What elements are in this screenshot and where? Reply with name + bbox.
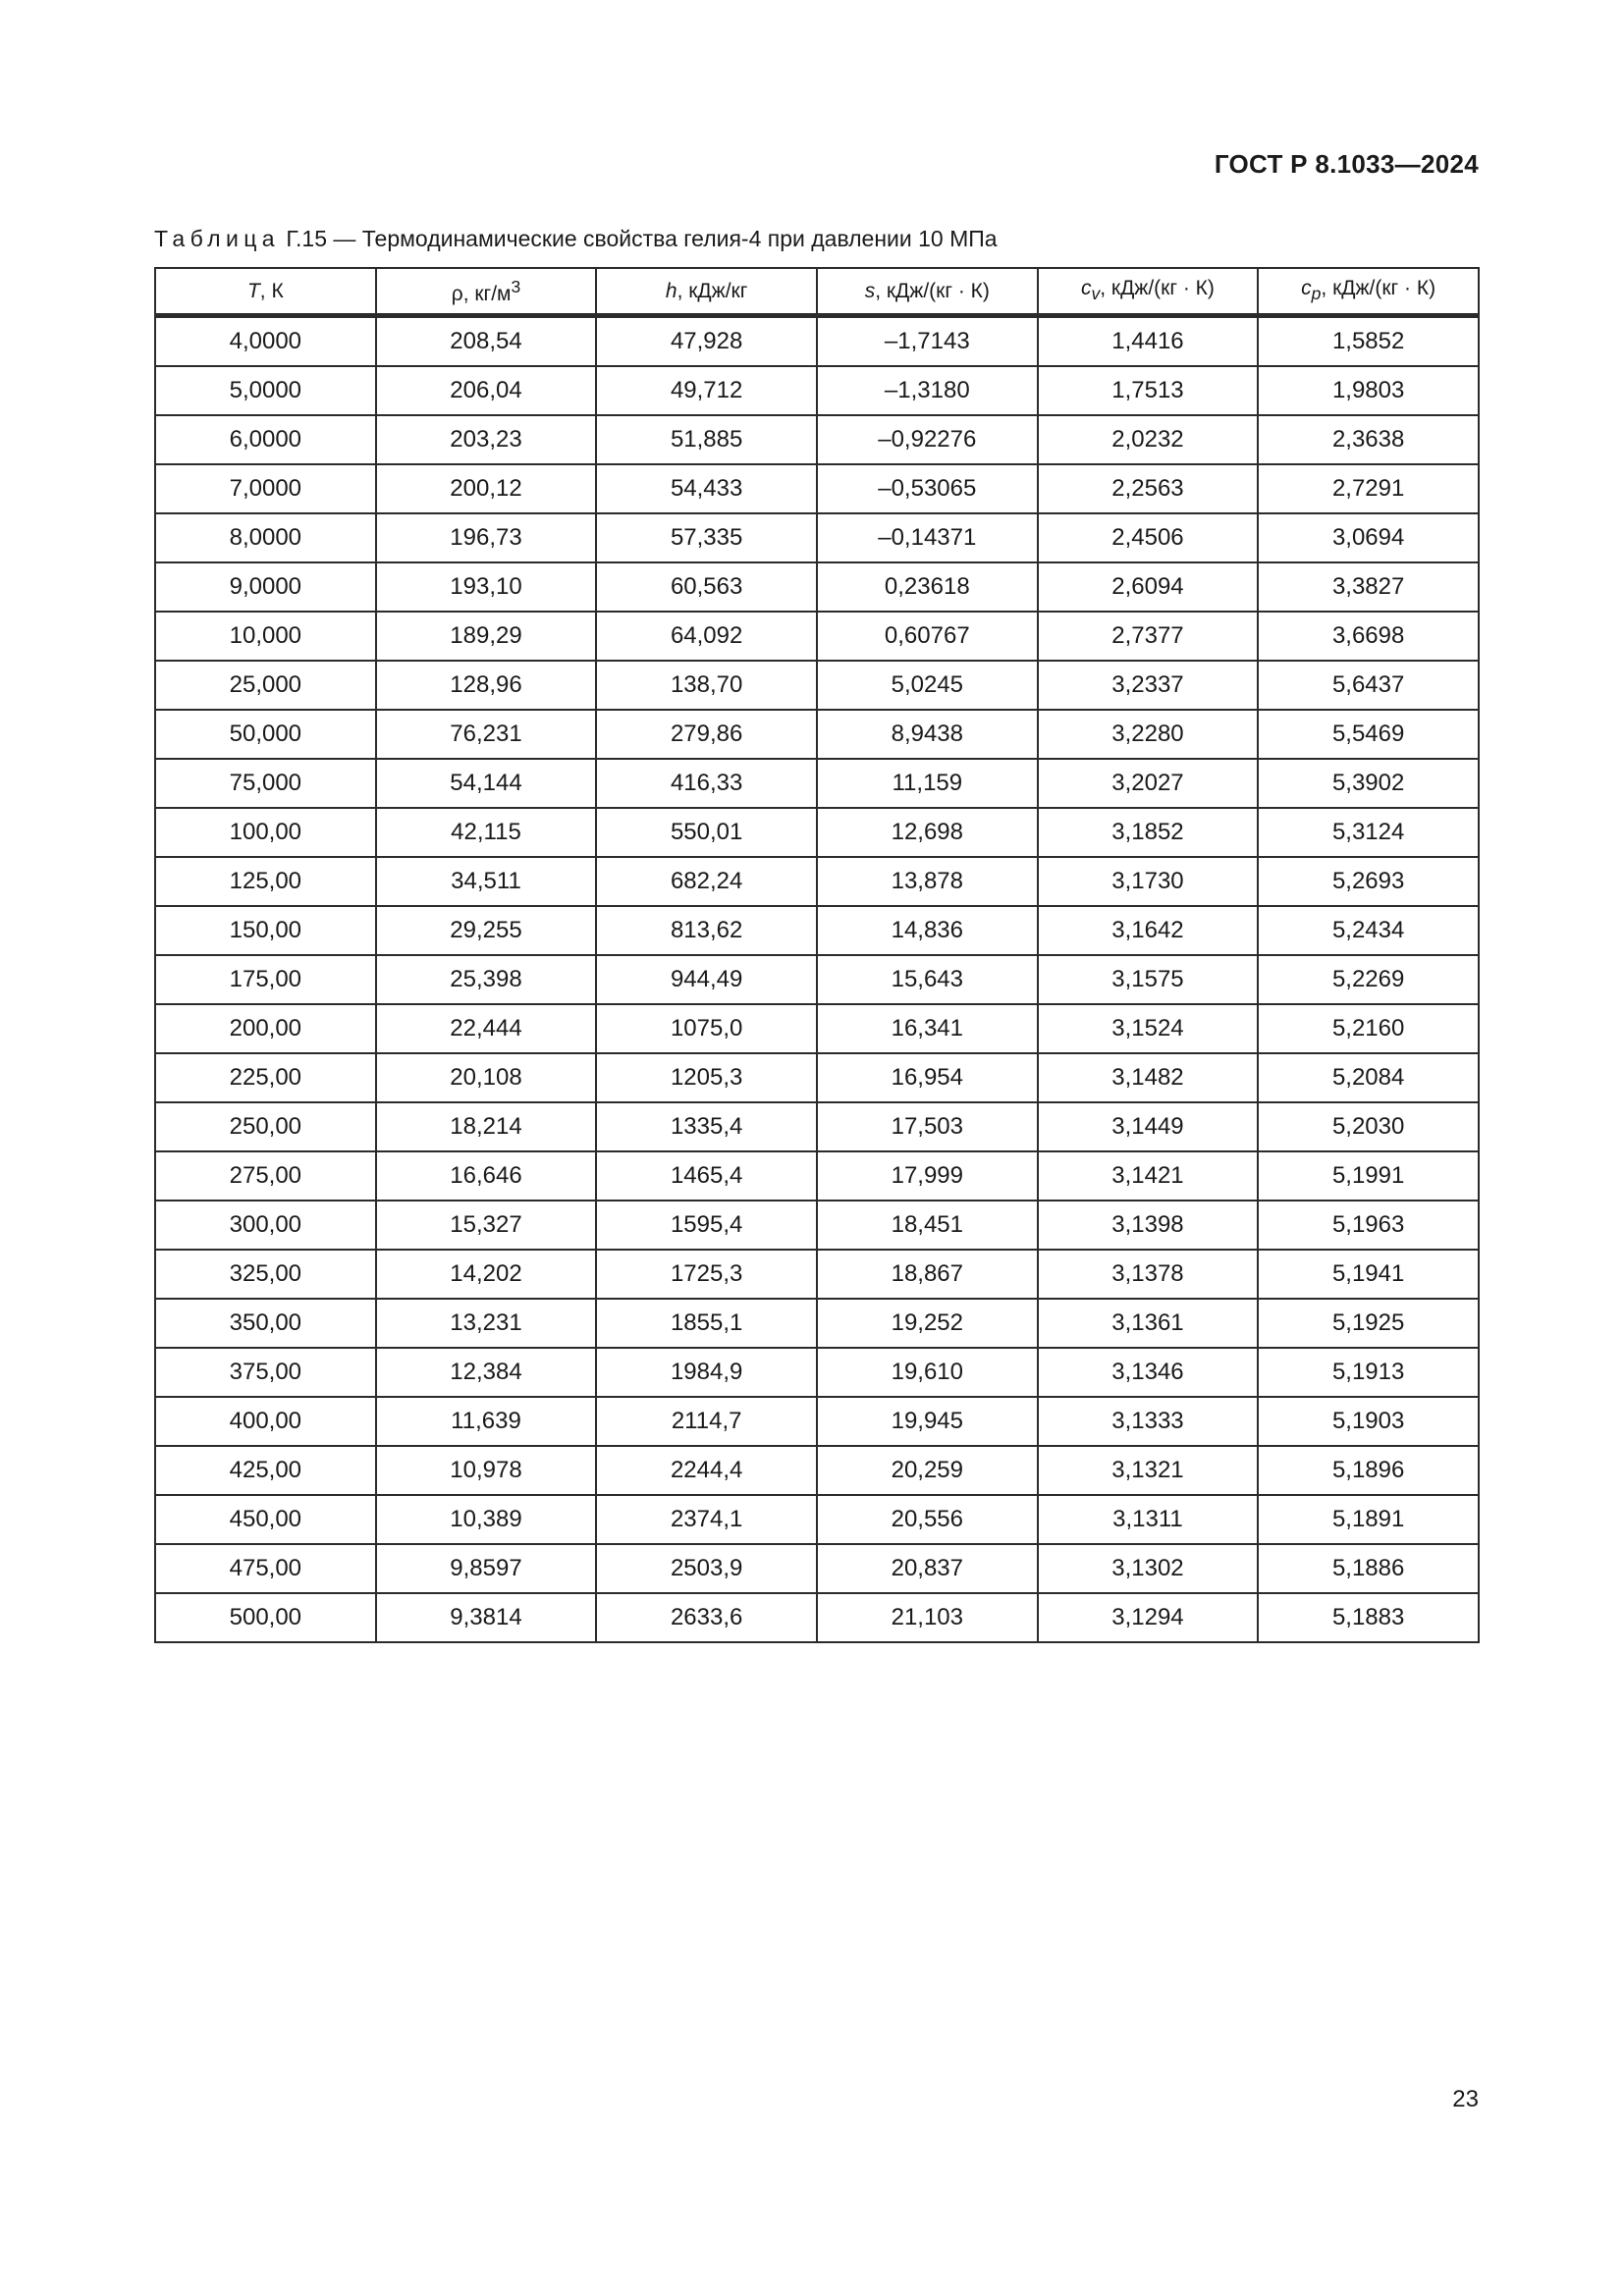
header-enthalpy <box>596 268 817 316</box>
cell-density: 76,231 <box>376 710 597 759</box>
cell-cp: 5,5469 <box>1258 710 1479 759</box>
cell-cv: 1,4416 <box>1038 316 1259 367</box>
cell-entropy: 17,999 <box>817 1151 1038 1201</box>
cell-density: 200,12 <box>376 464 597 513</box>
cell-cv: 3,1361 <box>1038 1299 1259 1348</box>
header-unit: , кДж/кг <box>677 279 748 302</box>
table-row <box>155 513 1479 562</box>
cell-enthalpy: 49,712 <box>596 366 817 415</box>
cell-cp: 5,1891 <box>1258 1495 1479 1544</box>
cell-entropy: 13,878 <box>817 857 1038 906</box>
cell-temperature: 375,00 <box>155 1348 376 1397</box>
cell-cv: 3,1524 <box>1038 1004 1259 1053</box>
cell-cp: 5,2084 <box>1258 1053 1479 1102</box>
cell-temperature: 4,0000 <box>155 316 376 367</box>
cell-cp: 5,1925 <box>1258 1299 1479 1348</box>
table-row <box>155 955 1479 1004</box>
table-row <box>155 808 1479 857</box>
header-unit: , кДж/(кг · К) <box>875 279 990 302</box>
cell-cv: 3,1311 <box>1038 1495 1259 1544</box>
cell-enthalpy: 1725,3 <box>596 1250 817 1299</box>
cell-enthalpy: 57,335 <box>596 513 817 562</box>
table-row <box>155 1053 1479 1102</box>
cell-temperature: 400,00 <box>155 1397 376 1446</box>
cell-cv: 3,1378 <box>1038 1250 1259 1299</box>
cell-enthalpy: 416,33 <box>596 759 817 808</box>
cell-density: 22,444 <box>376 1004 597 1053</box>
table-row <box>155 1201 1479 1250</box>
cell-temperature: 450,00 <box>155 1495 376 1544</box>
cell-temperature: 250,00 <box>155 1102 376 1151</box>
cell-density: 206,04 <box>376 366 597 415</box>
table-row <box>155 857 1479 906</box>
cell-cv: 3,1730 <box>1038 857 1259 906</box>
header-superscript: 3 <box>511 276 521 296</box>
cell-cv: 3,2027 <box>1038 759 1259 808</box>
cell-temperature: 5,0000 <box>155 366 376 415</box>
cell-cv: 2,0232 <box>1038 415 1259 464</box>
cell-entropy: –0,14371 <box>817 513 1038 562</box>
header-entropy <box>817 268 1038 316</box>
cell-density: 128,96 <box>376 661 597 710</box>
cell-enthalpy: 60,563 <box>596 562 817 612</box>
cell-cv: 3,1852 <box>1038 808 1259 857</box>
cell-enthalpy: 944,49 <box>596 955 817 1004</box>
cell-temperature: 7,0000 <box>155 464 376 513</box>
cell-temperature: 25,000 <box>155 661 376 710</box>
table-row <box>155 1004 1479 1053</box>
cell-density: 193,10 <box>376 562 597 612</box>
cell-cp: 5,2693 <box>1258 857 1479 906</box>
cell-entropy: 20,837 <box>817 1544 1038 1593</box>
cell-temperature: 500,00 <box>155 1593 376 1642</box>
cell-density: 9,3814 <box>376 1593 597 1642</box>
cell-enthalpy: 1595,4 <box>596 1201 817 1250</box>
cell-cv: 2,6094 <box>1038 562 1259 612</box>
cell-entropy: 20,556 <box>817 1495 1038 1544</box>
cell-density: 9,8597 <box>376 1544 597 1593</box>
table-header <box>155 268 1479 316</box>
cell-entropy: 19,945 <box>817 1397 1038 1446</box>
cell-cp: 1,9803 <box>1258 366 1479 415</box>
cell-entropy: –0,92276 <box>817 415 1038 464</box>
cell-cp: 5,1913 <box>1258 1348 1479 1397</box>
header-subscript: v <box>1091 284 1101 304</box>
table-row <box>155 1397 1479 1446</box>
cell-entropy: 16,954 <box>817 1053 1038 1102</box>
cell-entropy: 8,9438 <box>817 710 1038 759</box>
cell-cp: 5,1896 <box>1258 1446 1479 1495</box>
header-symbol: c <box>1080 277 1092 300</box>
cell-cp: 5,2030 <box>1258 1102 1479 1151</box>
cell-temperature: 50,000 <box>155 710 376 759</box>
cell-cp: 5,1886 <box>1258 1544 1479 1593</box>
cell-cp: 5,1941 <box>1258 1250 1479 1299</box>
cell-entropy: 15,643 <box>817 955 1038 1004</box>
table-row <box>155 1151 1479 1201</box>
cell-temperature: 8,0000 <box>155 513 376 562</box>
cell-temperature: 6,0000 <box>155 415 376 464</box>
header-cv <box>1038 268 1259 316</box>
cell-temperature: 275,00 <box>155 1151 376 1201</box>
cell-enthalpy: 2503,9 <box>596 1544 817 1593</box>
header-density <box>376 268 597 316</box>
cell-enthalpy: 2114,7 <box>596 1397 817 1446</box>
table-row <box>155 316 1479 367</box>
caption-text: Г.15 — Термодинамические свойства гелия-4 при давлении 10 МПа <box>279 226 998 251</box>
header-symbol: h <box>665 279 677 302</box>
header-subscript: p <box>1311 284 1322 304</box>
cell-enthalpy: 813,62 <box>596 906 817 955</box>
header-unit: , кг/м <box>462 282 512 305</box>
table-row <box>155 562 1479 612</box>
header-cp <box>1258 268 1479 316</box>
cell-enthalpy: 550,01 <box>596 808 817 857</box>
cell-density: 25,398 <box>376 955 597 1004</box>
cell-enthalpy: 279,86 <box>596 710 817 759</box>
cell-cp: 3,3827 <box>1258 562 1479 612</box>
cell-enthalpy: 2374,1 <box>596 1495 817 1544</box>
cell-enthalpy: 138,70 <box>596 661 817 710</box>
cell-entropy: 19,252 <box>817 1299 1038 1348</box>
cell-enthalpy: 2633,6 <box>596 1593 817 1642</box>
cell-temperature: 10,000 <box>155 612 376 661</box>
cell-cp: 1,5852 <box>1258 316 1479 367</box>
cell-enthalpy: 682,24 <box>596 857 817 906</box>
header-unit: , кДж/(кг · К) <box>1100 277 1215 300</box>
cell-temperature: 225,00 <box>155 1053 376 1102</box>
cell-entropy: –1,3180 <box>817 366 1038 415</box>
cell-enthalpy: 1335,4 <box>596 1102 817 1151</box>
cell-density: 18,214 <box>376 1102 597 1151</box>
header-temperature <box>155 268 376 316</box>
cell-density: 14,202 <box>376 1250 597 1299</box>
cell-cp: 5,1963 <box>1258 1201 1479 1250</box>
cell-density: 10,978 <box>376 1446 597 1495</box>
cell-enthalpy: 54,433 <box>596 464 817 513</box>
cell-cv: 2,7377 <box>1038 612 1259 661</box>
cell-entropy: 0,23618 <box>817 562 1038 612</box>
cell-entropy: 5,0245 <box>817 661 1038 710</box>
cell-temperature: 125,00 <box>155 857 376 906</box>
table-row <box>155 1495 1479 1544</box>
cell-density: 42,115 <box>376 808 597 857</box>
cell-cp: 5,1991 <box>1258 1151 1479 1201</box>
cell-cp: 2,3638 <box>1258 415 1479 464</box>
cell-density: 15,327 <box>376 1201 597 1250</box>
cell-entropy: 17,503 <box>817 1102 1038 1151</box>
table-row <box>155 366 1479 415</box>
header-symbol: s <box>864 279 876 302</box>
cell-entropy: 14,836 <box>817 906 1038 955</box>
cell-temperature: 175,00 <box>155 955 376 1004</box>
cell-cv: 3,1482 <box>1038 1053 1259 1102</box>
cell-entropy: 11,159 <box>817 759 1038 808</box>
cell-cp: 5,2269 <box>1258 955 1479 1004</box>
cell-entropy: –0,53065 <box>817 464 1038 513</box>
cell-cp: 2,7291 <box>1258 464 1479 513</box>
page-number: 23 <box>1452 2086 1479 2112</box>
cell-cp: 5,6437 <box>1258 661 1479 710</box>
cell-density: 203,23 <box>376 415 597 464</box>
cell-temperature: 325,00 <box>155 1250 376 1299</box>
properties-table <box>154 267 1480 1643</box>
header-symbol: c <box>1301 277 1312 300</box>
cell-cv: 3,1449 <box>1038 1102 1259 1151</box>
table-row <box>155 1102 1479 1151</box>
cell-cp: 3,6698 <box>1258 612 1479 661</box>
cell-enthalpy: 64,092 <box>596 612 817 661</box>
cell-temperature: 475,00 <box>155 1544 376 1593</box>
cell-cv: 3,1642 <box>1038 906 1259 955</box>
cell-cv: 2,4506 <box>1038 513 1259 562</box>
cell-cv: 3,1575 <box>1038 955 1259 1004</box>
cell-temperature: 9,0000 <box>155 562 376 612</box>
cell-density: 13,231 <box>376 1299 597 1348</box>
table-row <box>155 1348 1479 1397</box>
cell-density: 54,144 <box>376 759 597 808</box>
cell-enthalpy: 1075,0 <box>596 1004 817 1053</box>
cell-temperature: 300,00 <box>155 1201 376 1250</box>
table-row <box>155 415 1479 464</box>
table-row <box>155 1544 1479 1593</box>
cell-density: 20,108 <box>376 1053 597 1102</box>
header-unit: , кДж/(кг · К) <box>1321 277 1436 300</box>
cell-temperature: 425,00 <box>155 1446 376 1495</box>
cell-density: 208,54 <box>376 316 597 367</box>
header-unit: , К <box>259 279 284 302</box>
cell-entropy: 21,103 <box>817 1593 1038 1642</box>
cell-cv: 3,2337 <box>1038 661 1259 710</box>
cell-cp: 5,1903 <box>1258 1397 1479 1446</box>
table-row <box>155 759 1479 808</box>
cell-cv: 3,1421 <box>1038 1151 1259 1201</box>
cell-entropy: 12,698 <box>817 808 1038 857</box>
cell-cp: 5,3124 <box>1258 808 1479 857</box>
cell-cp: 5,1883 <box>1258 1593 1479 1642</box>
cell-density: 29,255 <box>376 906 597 955</box>
cell-cv: 3,1302 <box>1038 1544 1259 1593</box>
cell-entropy: 0,60767 <box>817 612 1038 661</box>
cell-entropy: 16,341 <box>817 1004 1038 1053</box>
cell-cv: 2,2563 <box>1038 464 1259 513</box>
cell-entropy: 18,451 <box>817 1201 1038 1250</box>
cell-enthalpy: 1465,4 <box>596 1151 817 1201</box>
cell-cv: 3,1398 <box>1038 1201 1259 1250</box>
table-row <box>155 1593 1479 1642</box>
cell-temperature: 100,00 <box>155 808 376 857</box>
cell-cp: 5,2434 <box>1258 906 1479 955</box>
table-body <box>155 316 1479 1643</box>
cell-cv: 3,1346 <box>1038 1348 1259 1397</box>
cell-cp: 5,2160 <box>1258 1004 1479 1053</box>
cell-cv: 3,1294 <box>1038 1593 1259 1642</box>
table-row <box>155 661 1479 710</box>
header-symbol: ρ <box>451 282 463 305</box>
cell-enthalpy: 51,885 <box>596 415 817 464</box>
cell-density: 189,29 <box>376 612 597 661</box>
table-row <box>155 1446 1479 1495</box>
table-row <box>155 906 1479 955</box>
cell-density: 196,73 <box>376 513 597 562</box>
cell-entropy: 19,610 <box>817 1348 1038 1397</box>
cell-temperature: 75,000 <box>155 759 376 808</box>
cell-enthalpy: 2244,4 <box>596 1446 817 1495</box>
table-caption <box>154 226 998 252</box>
cell-cp: 5,3902 <box>1258 759 1479 808</box>
cell-density: 10,389 <box>376 1495 597 1544</box>
cell-temperature: 350,00 <box>155 1299 376 1348</box>
cell-enthalpy: 47,928 <box>596 316 817 367</box>
table-row <box>155 710 1479 759</box>
table-row <box>155 1250 1479 1299</box>
cell-density: 11,639 <box>376 1397 597 1446</box>
table-row <box>155 1299 1479 1348</box>
cell-cv: 3,1321 <box>1038 1446 1259 1495</box>
cell-temperature: 200,00 <box>155 1004 376 1053</box>
cell-cv: 3,1333 <box>1038 1397 1259 1446</box>
cell-entropy: 18,867 <box>817 1250 1038 1299</box>
cell-density: 34,511 <box>376 857 597 906</box>
cell-entropy: 20,259 <box>817 1446 1038 1495</box>
cell-density: 16,646 <box>376 1151 597 1201</box>
cell-enthalpy: 1984,9 <box>596 1348 817 1397</box>
caption-label: Таблица <box>154 226 280 251</box>
cell-enthalpy: 1205,3 <box>596 1053 817 1102</box>
document-code: ГОСТ Р 8.1033—2024 <box>1214 149 1479 179</box>
cell-temperature: 150,00 <box>155 906 376 955</box>
header-row <box>155 268 1479 316</box>
cell-entropy: –1,7143 <box>817 316 1038 367</box>
table-row <box>155 612 1479 661</box>
cell-cv: 1,7513 <box>1038 366 1259 415</box>
cell-cp: 3,0694 <box>1258 513 1479 562</box>
cell-enthalpy: 1855,1 <box>596 1299 817 1348</box>
table-row <box>155 464 1479 513</box>
cell-cv: 3,2280 <box>1038 710 1259 759</box>
header-symbol: T <box>246 279 260 302</box>
cell-density: 12,384 <box>376 1348 597 1397</box>
